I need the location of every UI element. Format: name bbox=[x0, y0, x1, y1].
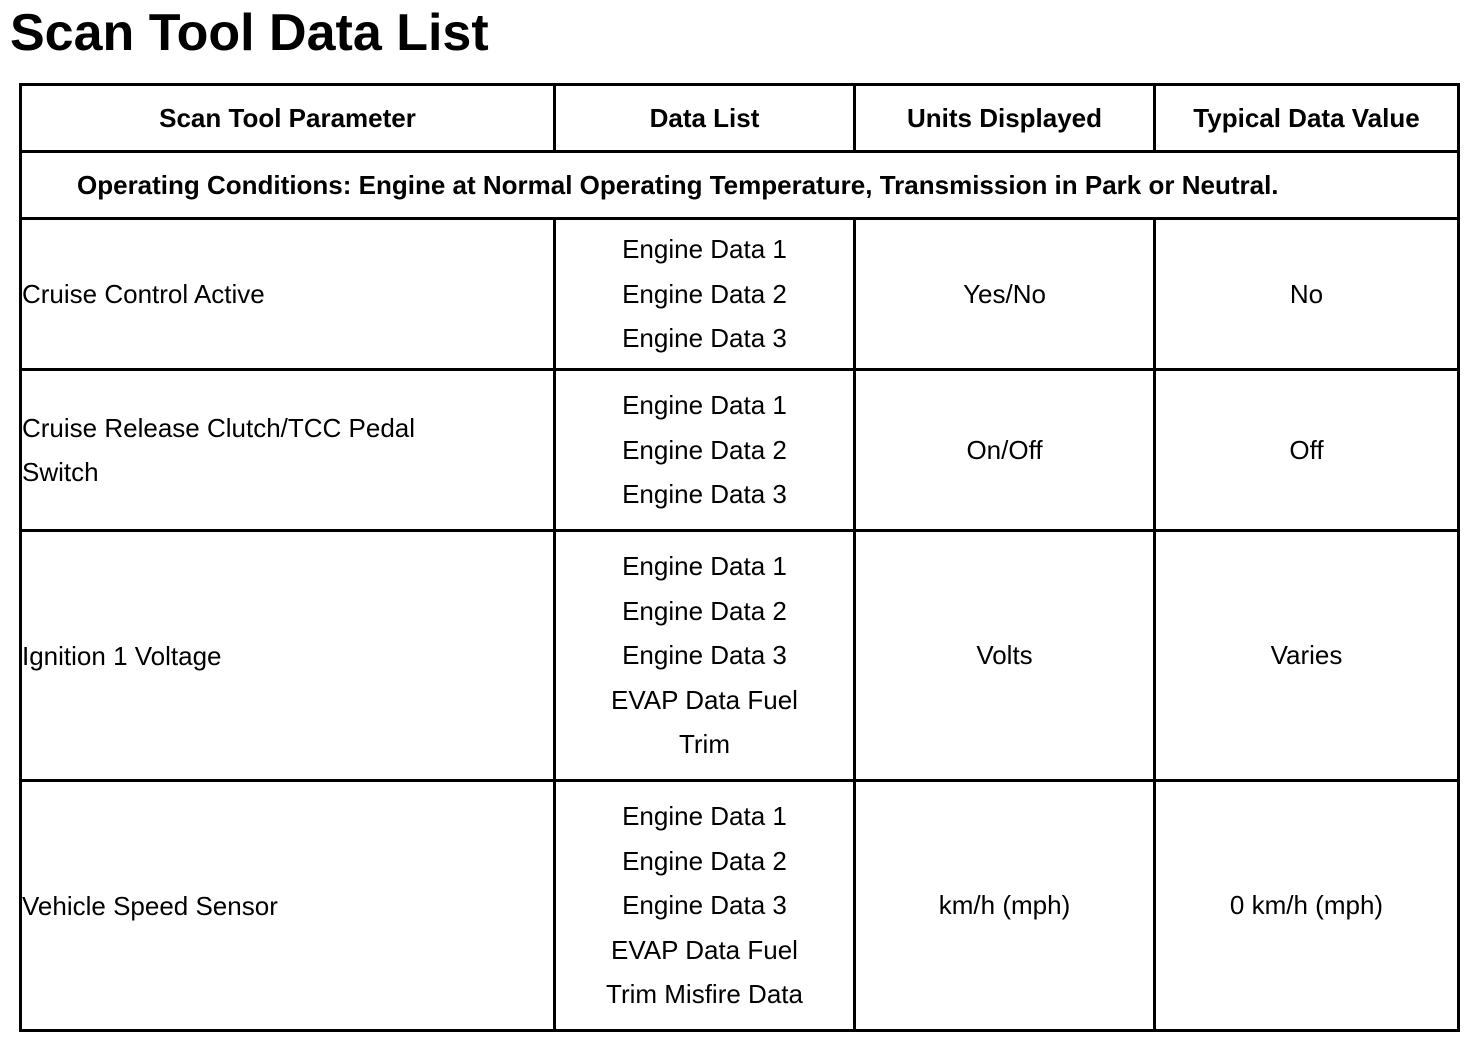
data-list-item: Engine Data 3 bbox=[622, 323, 787, 354]
data-list-item: Engine Data 3 bbox=[622, 890, 787, 921]
typical-value-cell: No bbox=[1155, 219, 1459, 370]
data-list-cell bbox=[555, 781, 855, 1031]
table-row bbox=[21, 531, 1459, 781]
data-list-item: Engine Data 3 bbox=[622, 640, 787, 671]
data-list-item: Engine Data 1 bbox=[622, 551, 787, 582]
data-list-item: Engine Data 1 bbox=[622, 390, 787, 421]
typical-value-cell: 0 km/h (mph) bbox=[1155, 781, 1459, 1031]
operating-conditions: Operating Conditions: Engine at Normal Operating Temperature, Transmission in Park or Neutral. bbox=[21, 152, 1459, 219]
units-cell: Volts bbox=[855, 531, 1155, 781]
table-row bbox=[21, 219, 1459, 370]
parameter-cell: Cruise Release Clutch/TCC Pedal Switch bbox=[21, 370, 555, 531]
data-list-cell bbox=[555, 219, 855, 370]
header-scan-tool-parameter: Scan Tool Parameter bbox=[21, 85, 555, 152]
data-list-item: Engine Data 1 bbox=[622, 801, 787, 832]
parameter-cell: Ignition 1 Voltage bbox=[21, 531, 555, 781]
table-row bbox=[21, 781, 1459, 1031]
data-list-item: Engine Data 2 bbox=[622, 278, 787, 309]
table-row bbox=[21, 370, 1459, 531]
header-row bbox=[21, 85, 1459, 152]
typical-value-cell: Off bbox=[1155, 370, 1459, 531]
operating-conditions-row bbox=[21, 152, 1459, 219]
data-list-item: Engine Data 1 bbox=[622, 234, 787, 265]
header-units-displayed: Units Displayed bbox=[855, 85, 1155, 152]
units-cell: Yes/No bbox=[855, 219, 1155, 370]
parameter-cell: Cruise Control Active bbox=[21, 219, 555, 370]
typical-value-cell: Varies bbox=[1155, 531, 1459, 781]
data-list-item: Engine Data 2 bbox=[622, 434, 787, 465]
header-typical-data-value: Typical Data Value bbox=[1155, 85, 1459, 152]
parameter-cell: Vehicle Speed Sensor bbox=[21, 781, 555, 1031]
page-title: Scan Tool Data List bbox=[10, 4, 489, 62]
data-list-item: Trim bbox=[678, 729, 730, 760]
data-list-item: Engine Data 2 bbox=[622, 595, 787, 626]
data-list-item: Engine Data 2 bbox=[622, 845, 787, 876]
units-cell: On/Off bbox=[855, 370, 1155, 531]
data-list-cell bbox=[555, 531, 855, 781]
data-list-item: Engine Data 3 bbox=[622, 479, 787, 510]
data-list-cell bbox=[555, 370, 855, 531]
scan-tool-data-table bbox=[19, 83, 1460, 1032]
data-list-item: EVAP Data Fuel bbox=[611, 934, 798, 965]
data-list-item: Trim Misfire Data bbox=[606, 979, 803, 1010]
units-cell: km/h (mph) bbox=[855, 781, 1155, 1031]
header-data-list: Data List bbox=[555, 85, 855, 152]
data-list-item: EVAP Data Fuel bbox=[611, 684, 798, 715]
table-header bbox=[21, 85, 1459, 152]
table-body bbox=[21, 152, 1459, 1031]
